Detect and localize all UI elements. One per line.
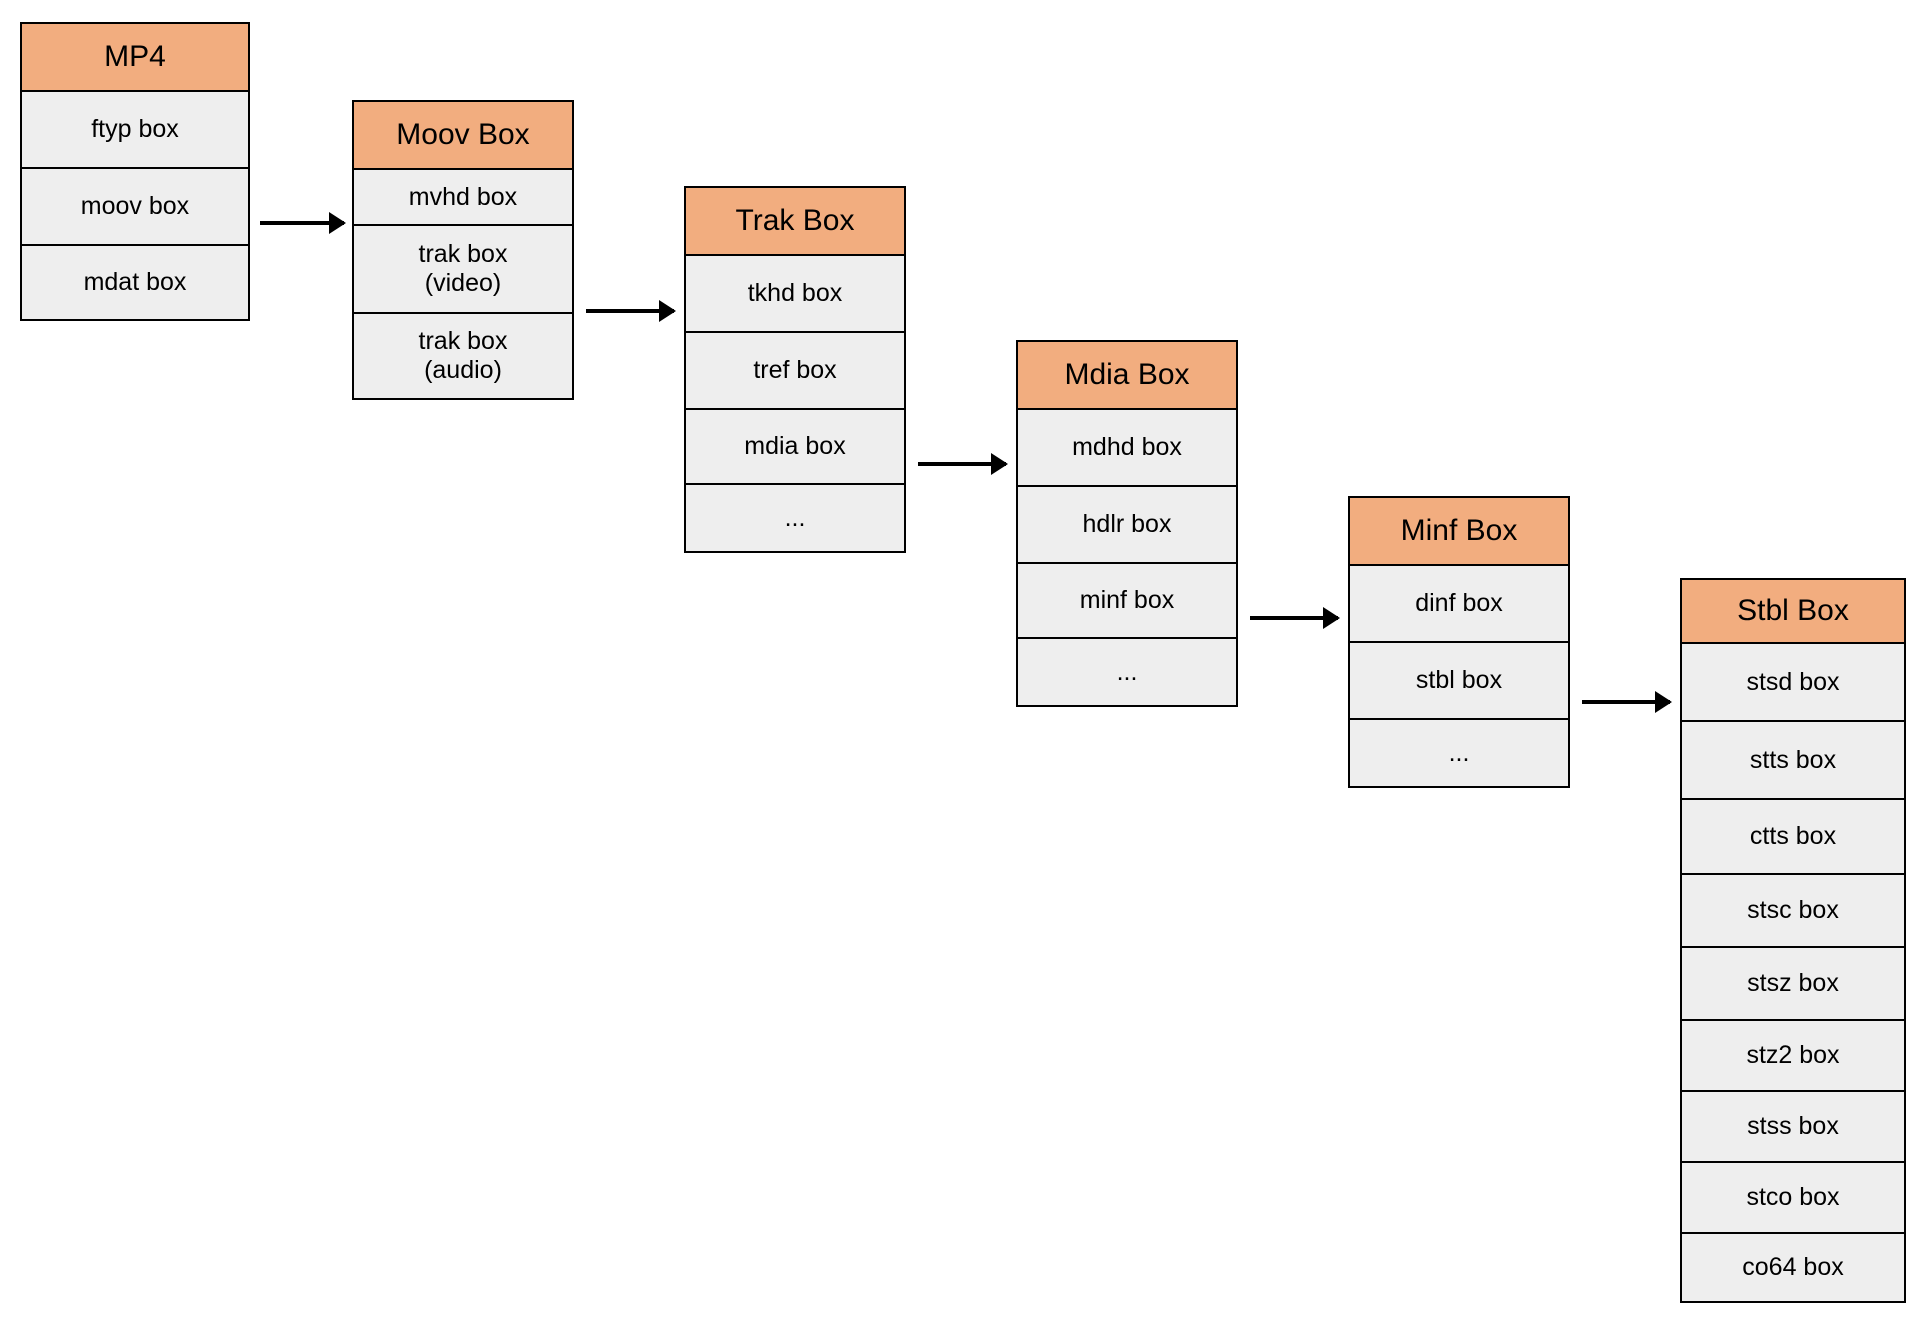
group-moov-row-1-line-0: trak box <box>418 240 508 269</box>
group-trak-row-0: tkhd box <box>684 254 906 331</box>
group-moov <box>352 100 574 400</box>
group-stbl-row-5: stz2 box <box>1680 1019 1906 1090</box>
group-moov-row-2-line-1: (audio) <box>424 356 502 384</box>
group-mdia-row-1: hdlr box <box>1016 485 1238 562</box>
group-minf-header: Minf Box <box>1348 496 1570 564</box>
group-stbl <box>1680 578 1906 1303</box>
group-mp4 <box>20 22 250 321</box>
group-trak-row-2: mdia box <box>684 408 906 483</box>
group-stbl-row-7: stco box <box>1680 1161 1906 1232</box>
group-stbl-row-8: co64 box <box>1680 1232 1906 1303</box>
group-trak-row-3: ... <box>684 483 906 553</box>
group-minf-row-0: dinf box <box>1348 564 1570 641</box>
group-moov-row-0: mvhd box <box>352 168 574 224</box>
arrow-trak-to-mdia <box>918 462 1006 466</box>
group-trak-header: Trak Box <box>684 186 906 254</box>
group-mdia-header: Mdia Box <box>1016 340 1238 408</box>
group-mp4-row-1: moov box <box>20 167 250 244</box>
group-stbl-row-6: stss box <box>1680 1090 1906 1161</box>
group-moov-row-1 <box>352 224 574 312</box>
group-stbl-row-3: stsc box <box>1680 873 1906 946</box>
arrow-mdia-to-minf <box>1250 616 1338 620</box>
group-mp4-row-0: ftyp box <box>20 90 250 167</box>
group-stbl-header: Stbl Box <box>1680 578 1906 642</box>
group-moov-header: Moov Box <box>352 100 574 168</box>
group-trak-row-1: tref box <box>684 331 906 408</box>
group-mdia-row-2: minf box <box>1016 562 1238 637</box>
group-moov-row-2 <box>352 312 574 400</box>
group-mp4-header: MP4 <box>20 22 250 90</box>
group-minf-row-1: stbl box <box>1348 641 1570 718</box>
group-mdia-row-0: mdhd box <box>1016 408 1238 485</box>
group-mp4-row-2: mdat box <box>20 244 250 321</box>
group-stbl-row-1: stts box <box>1680 720 1906 798</box>
group-minf <box>1348 496 1570 788</box>
arrow-moov-to-trak <box>586 309 674 313</box>
group-moov-row-2-line-0: trak box <box>418 327 508 356</box>
arrow-minf-to-stbl <box>1582 700 1670 704</box>
group-mdia <box>1016 340 1238 707</box>
group-stbl-row-2: ctts box <box>1680 798 1906 873</box>
group-stbl-row-0: stsd box <box>1680 642 1906 720</box>
arrow-mp4-to-moov <box>260 221 344 225</box>
group-minf-row-2: ... <box>1348 718 1570 788</box>
group-moov-row-1-line-1: (video) <box>424 269 502 297</box>
group-stbl-row-4: stsz box <box>1680 946 1906 1019</box>
group-mdia-row-3: ... <box>1016 637 1238 707</box>
group-trak <box>684 186 906 553</box>
